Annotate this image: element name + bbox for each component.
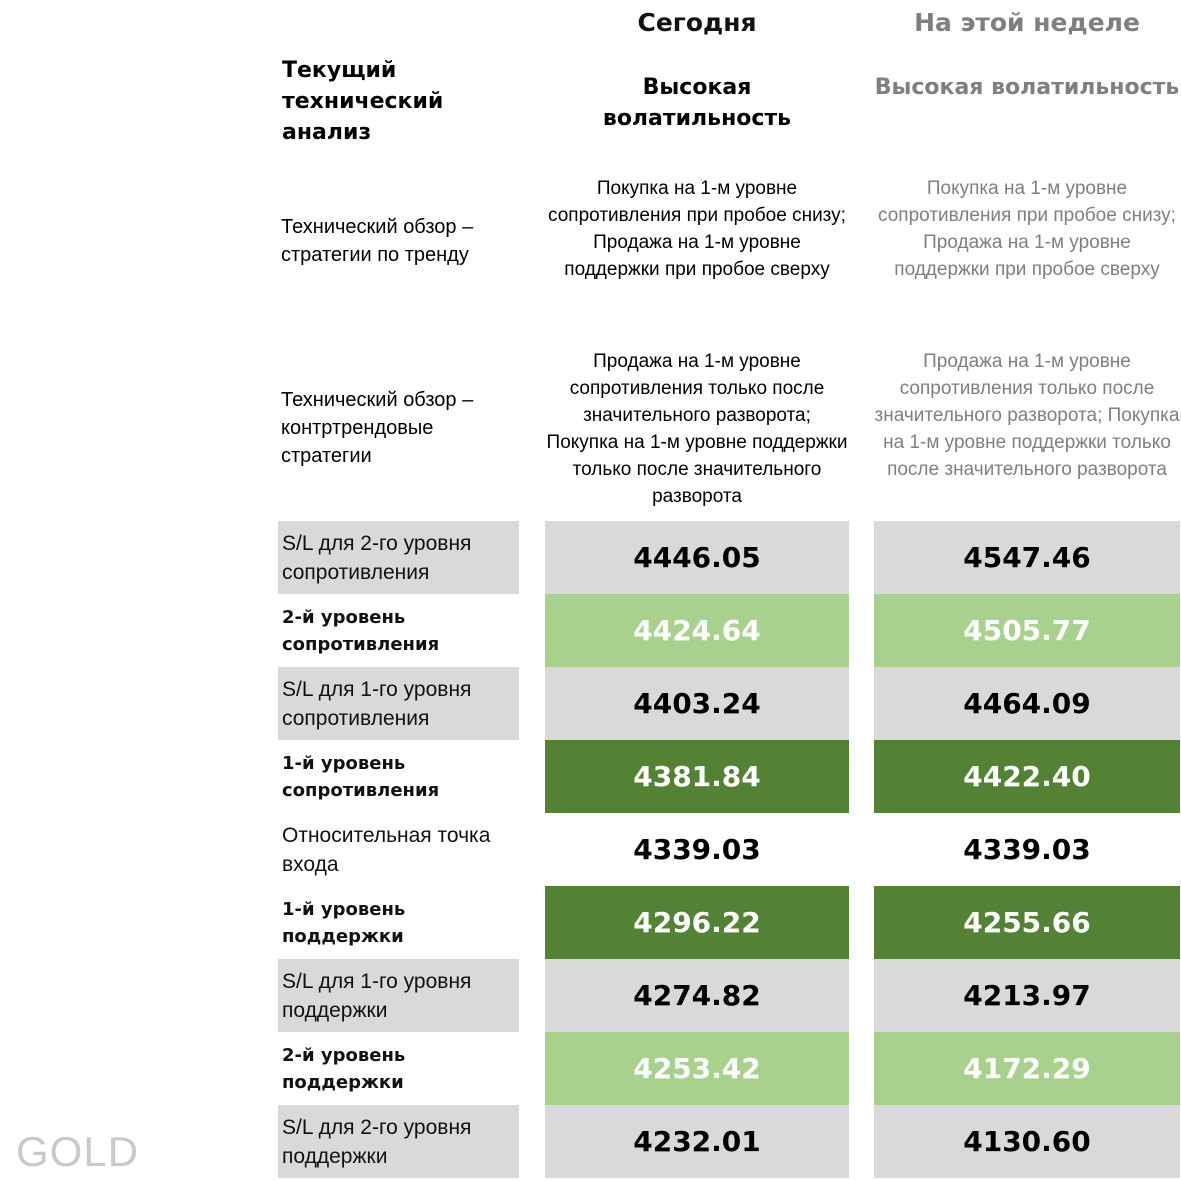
level-today-pivot: 4339.03 bbox=[545, 813, 849, 886]
trend-strategy-week: Покупка на 1-м уровне сопротивления при пробое снизу; Продажа на 1-м уровне поддержки при пробое сверху bbox=[878, 178, 1176, 280]
trend-strategy-label: Технический обзор – стратегии по тренду bbox=[281, 216, 474, 266]
volatility-today: Высокая волатильность bbox=[602, 75, 792, 131]
level-label-sl-resistance-1: S/L для 1-го уровня сопротивления bbox=[278, 667, 519, 740]
level-today-sl-support-1: 4274.82 bbox=[545, 959, 849, 1032]
column-header-this-week: На этой неделе bbox=[914, 8, 1140, 37]
level-week-sl-resistance-2: 4547.46 bbox=[874, 521, 1180, 594]
level-label-sl-resistance-2: S/L для 2-го уровня сопротивления bbox=[278, 521, 519, 594]
level-week-sl-resistance-1: 4464.09 bbox=[874, 667, 1180, 740]
level-label-support-2: 2-й уровень поддержки bbox=[282, 1044, 406, 1093]
level-label-sl-support-2: S/L для 2-го уровня поддержки bbox=[278, 1105, 519, 1178]
level-today-resistance-2: 4424.64 bbox=[545, 594, 849, 667]
level-label-resistance-1: 1-й уровень сопротивления bbox=[282, 752, 440, 801]
level-label-sl-support-1: S/L для 1-го уровня поддержки bbox=[278, 959, 519, 1032]
level-week-pivot: 4339.03 bbox=[874, 813, 1180, 886]
page-title: Текущий технический анализ bbox=[282, 58, 444, 145]
level-today-support-2: 4253.42 bbox=[545, 1032, 849, 1105]
gold-watermark: GOLD bbox=[16, 1128, 140, 1175]
level-week-sl-support-1: 4213.97 bbox=[874, 959, 1180, 1032]
counter-strategy-label: Технический обзор – контртрендовые стратегии bbox=[281, 389, 474, 467]
column-header-today: Сегодня bbox=[637, 8, 757, 37]
level-today-support-1: 4296.22 bbox=[545, 886, 849, 959]
level-week-resistance-1: 4422.40 bbox=[874, 740, 1180, 813]
level-week-support-2: 4172.29 bbox=[874, 1032, 1180, 1105]
level-week-resistance-2: 4505.77 bbox=[874, 594, 1180, 667]
level-today-sl-resistance-2: 4446.05 bbox=[545, 521, 849, 594]
level-week-support-1: 4255.66 bbox=[874, 886, 1180, 959]
volatility-week: Высокая волатильность bbox=[874, 75, 1180, 100]
level-label-resistance-2: 2-й уровень сопротивления bbox=[282, 606, 440, 655]
level-label-pivot: Относительная точка входа bbox=[282, 823, 491, 876]
level-label-support-1: 1-й уровень поддержки bbox=[282, 898, 406, 947]
level-today-resistance-1: 4381.84 bbox=[545, 740, 849, 813]
counter-strategy-today: Продажа на 1-м уровне сопротивления только после значительного разворота; Покупка на 1-м уровне поддержки только после значительного разворота bbox=[546, 351, 848, 507]
trend-strategy-today: Покупка на 1-м уровне сопротивления при пробое снизу; Продажа на 1-м уровне поддержки при пробое сверху bbox=[548, 178, 846, 280]
level-today-sl-support-2: 4232.01 bbox=[545, 1105, 849, 1178]
counter-strategy-week: Продажа на 1-м уровне сопротивления только после значительного разворота; Покупка на 1-м уровне поддержки только после значительного разворота bbox=[874, 351, 1180, 480]
level-today-sl-resistance-1: 4403.24 bbox=[545, 667, 849, 740]
level-week-sl-support-2: 4130.60 bbox=[874, 1105, 1180, 1178]
